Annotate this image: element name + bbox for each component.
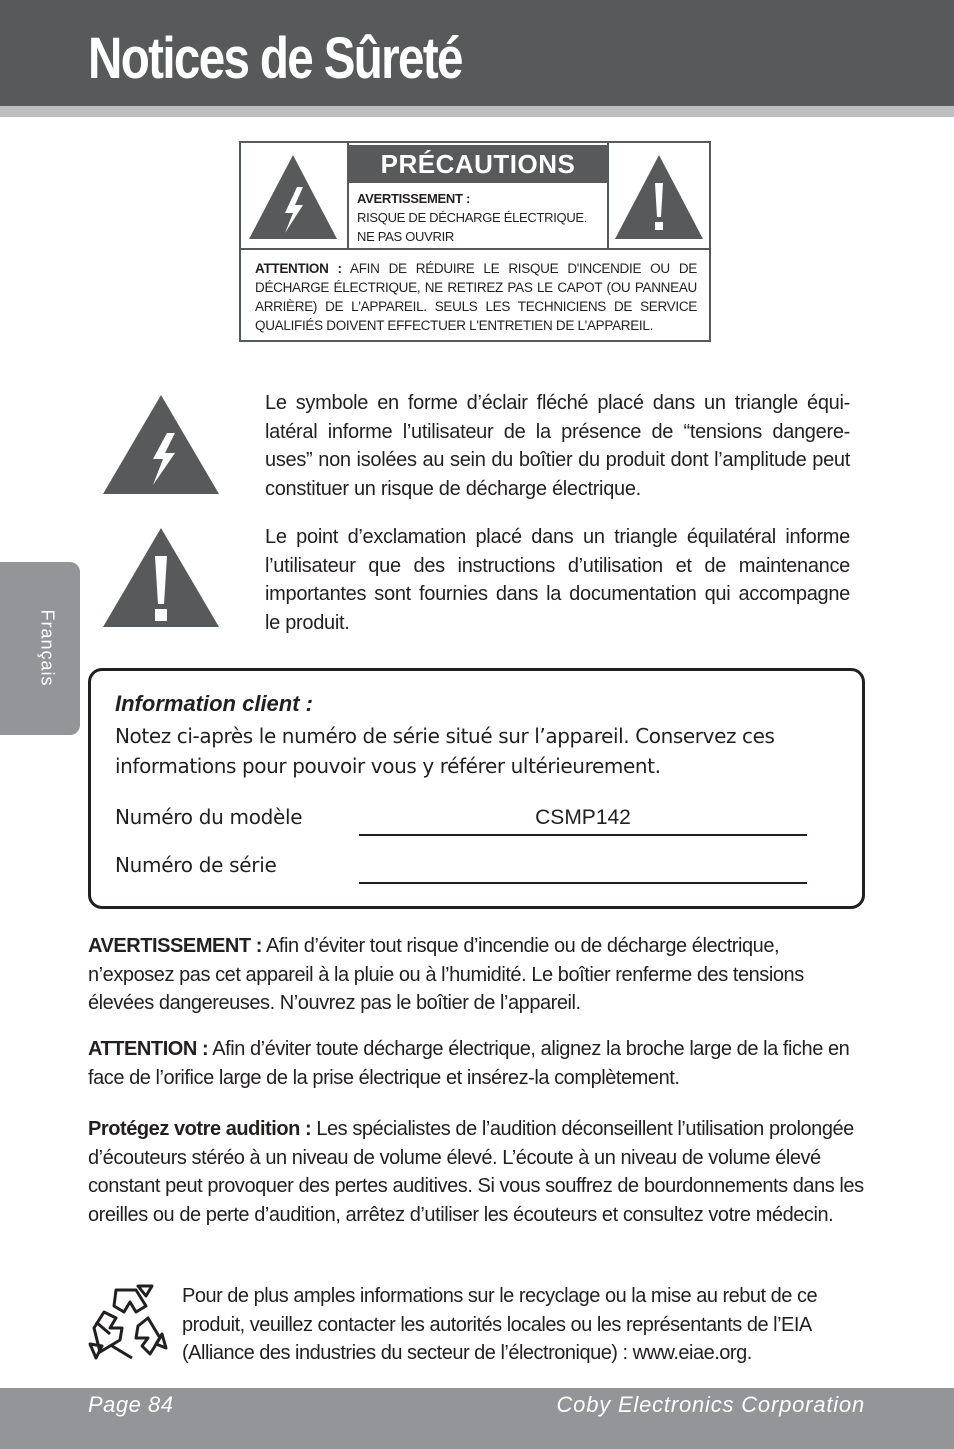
hearing-paragraph [88, 1115, 868, 1229]
exclamation-symbol-text: Le point d’exclamation placé dans un triangle équilatéral informe l’utilisateur que des instructions d’utilisation et de maintenance importantes sont fournies dans la documentation qui accompagne le produit. [265, 526, 850, 634]
model-number-label: Numéro du modèle [115, 805, 303, 829]
header-rule [0, 106, 954, 117]
caution-warning-label: AVERTISSEMENT : [357, 191, 470, 206]
language-tab-label: Français [37, 609, 58, 687]
caution-exclamation-cell [607, 143, 711, 248]
recycle-icon [86, 1282, 168, 1366]
customer-info-box [88, 668, 865, 909]
company-name: Coby Electronics Corporation [556, 1392, 865, 1417]
model-number-value: CSMP142 [535, 806, 631, 829]
exclamation-triangle-icon [103, 528, 219, 628]
customer-info-heading: Information client : [115, 691, 313, 716]
warning-paragraph-label: AVERTISSEMENT : [88, 935, 263, 957]
hearing-paragraph-label: Protégez votre audition : [88, 1118, 312, 1140]
caution-warning-line: NE PAS OUVRIR [357, 229, 454, 244]
recycle-text: Pour de plus amples informations sur le recyclage ou la mise au rebut de ce produit, veuillez contacter les autorités locales ou les représentants de l’EIA (Alliance des industries du secteur de l’électronique) : www.eiae.org. [182, 1285, 818, 1364]
caution-attention [255, 259, 697, 335]
model-number-line [359, 834, 807, 836]
caution-attention-label: ATTENTION : [255, 261, 342, 276]
caution-lightning-cell [241, 143, 349, 248]
serial-number-label: Numéro de série [115, 853, 277, 877]
caution-warning-line: RISQUE DE DÉCHARGE ÉLECTRIQUE. [357, 210, 588, 225]
page-title: Notices de Sûreté [88, 26, 462, 91]
warning-paragraph-text: Afin d’éviter tout risque d’incendie ou de décharge électrique, n’exposez pas cet appareil à la pluie ou à l’humidité. Le boîtier renferme des tensions élevées dangereuses. N’ouvrez pas le boîtier de l’appareil. [88, 935, 804, 1014]
lightning-triangle-icon [103, 395, 219, 495]
caution-attention-text: AFIN DE RÉDUIRE LE RISQUE D'INCENDIE OU DE DÉCHARGE ÉLECTRIQUE, NE RETIREZ PAS LE CAPOT (OU PANNEAU ARRIÈRE) DE L'APPAREIL. SEULS LES TECHNICIENS DE SERVICE QUALIFIÉS DOIVENT EFFECTUER L'ENTRETIEN DE L'APPAREIL. [255, 261, 697, 333]
page-number: Page 84 [88, 1392, 174, 1417]
caution-label [239, 141, 711, 342]
customer-info-text: Notez ci-après le numéro de série situé sur l’appareil. Conservez ces informations pour pouvoir vous y référer ultérieurement. [115, 724, 775, 778]
caution-warning [357, 189, 607, 246]
attention-paragraph-text: Afin d’éviter toute décharge électrique, alignez la broche large de la fiche en face de l’orifice large de la prise électrique et insérez-la complètement. [88, 1038, 850, 1089]
lightning-warning-icon [241, 143, 345, 248]
caution-top-row [241, 143, 709, 250]
caution-heading: PRÉCAUTIONS [349, 145, 607, 183]
warning-paragraph [88, 932, 868, 1018]
serial-number-line [359, 882, 807, 884]
attention-paragraph [88, 1035, 868, 1092]
caution-center [349, 143, 607, 248]
hearing-paragraph-text: Les spécialistes de l’audition déconseillent l’utilisation prolongée d’écouteurs stéréo à un niveau de volume élevé. L’écoute à un niveau de volume élevé constant peut provoquer des pertes auditives. Si vous souffrez de bourdonnements dans les oreilles ou de perte d’audition, arrêtez d’utiliser les écouteurs et consultez votre médecin. [88, 1118, 864, 1226]
exclamation-warning-icon [609, 143, 709, 248]
caution-divider [241, 248, 709, 250]
lightning-symbol-text: Le symbole en forme d’éclair fléché placé dans un triangle équi-latéral informe l’utilisateur de la présence de “tensions dangere-uses” non isolées au sein du boîtier du produit dont l’amplitude peut constituer un risque de décharge électrique. [265, 392, 850, 500]
attention-paragraph-label: ATTENTION : [88, 1038, 209, 1060]
